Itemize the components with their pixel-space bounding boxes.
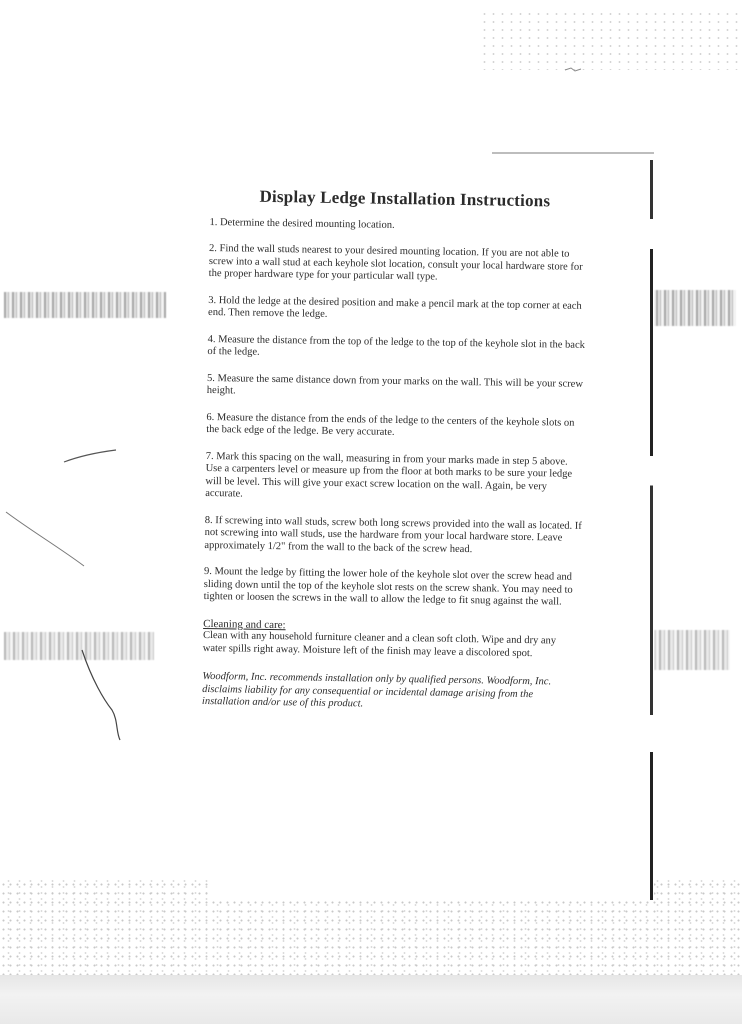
disclaimer: Woodform, Inc. recommends installation only by qualified persons. Woodform, Inc. disclaims liability for any consequential or incidental damage arising from the installation and/or use of this product. <box>201 670 552 710</box>
stray-mark-1 <box>64 450 116 462</box>
care-body: Clean with any household furniture cleaner and a clean soft cloth. Wipe and dry any water spills right away. Moisture left of the finish may leave a discolored spot. <box>202 629 557 659</box>
stray-mark-4 <box>565 68 581 71</box>
stray-mark-3 <box>82 650 120 740</box>
step-4: 4. Measure the distance from the top of the ledge to the top of the keyhole slot in the back of the ledge. <box>207 333 586 358</box>
document-body <box>201 186 588 714</box>
document-title: Display Ledge Installation Instructions <box>259 186 551 211</box>
step-7: 7. Mark this spacing on the wall, measuring in from your marks made in step 5 above. Use a carpenters level or measure up from the floor at both marks to be sure your ledge will be level. This will give your exact screw location on the wall. Again, be very accurate. <box>205 450 573 500</box>
step-3: 3. Hold the ledge at the desired position and make a pencil mark at the top corner at each end. Then remove the ledge. <box>207 294 582 320</box>
stray-mark-2 <box>6 512 84 566</box>
step-5: 5. Measure the same distance down from your marks on the wall. This will be your screw height. <box>206 372 584 397</box>
step-8: 8. If screwing into wall studs, screw both long screws provided into the wall as located. If not screwing into wall studs, use the hardware from your local hardware store. Leave approximately 1/2" from the wall to the back of the screw head. <box>204 514 582 555</box>
step-2: 2. Find the wall studs nearest to your desired mounting location. If you are not able to screw into a wall stud at each keyhole slot location, consult your local hardware store for the proper hardware type for your particular wall type. <box>208 242 583 283</box>
step-1: 1. Determine the desired mounting location. <box>209 216 395 231</box>
step-6: 6. Measure the distance from the ends of the ledge to the centers of the keyhole slots on the back edge of the ledge. Be very accurate. <box>206 411 575 438</box>
sheet-edge-right <box>650 160 653 900</box>
step-9: 9. Mount the ledge by fitting the lower hole of the keyhole slot over the screw head and sliding down until the top of the keyhole slot rests on the screw shank. You may need to tighten or loosen the screws in the wall to allow the ledge to fit snug against the wall. <box>203 565 573 608</box>
sheet-edge-top <box>492 152 654 154</box>
care-heading: Cleaning and care: <box>203 617 286 631</box>
